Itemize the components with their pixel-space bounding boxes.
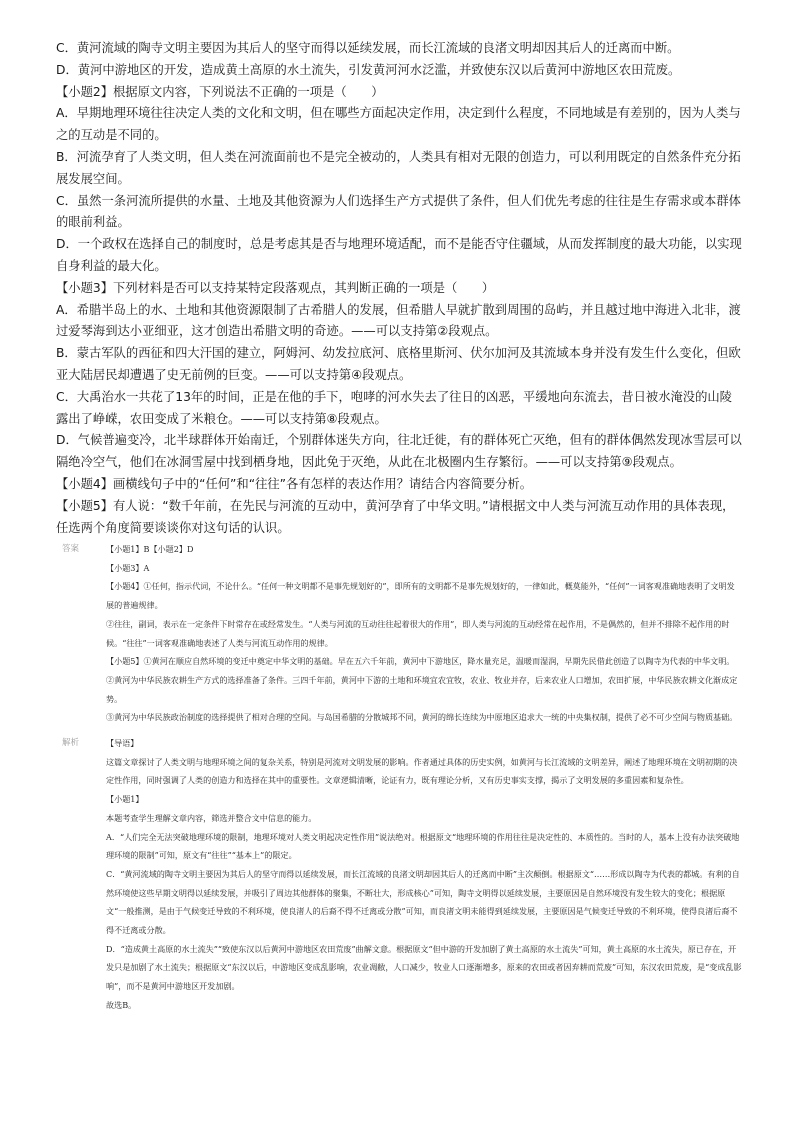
answer-line: 【小题4】①任何，指示代词，不论什么。“任何一种文明都不是事先规划好的”，即所有的文明都不是事先规划好的，一律如此，概莫能外，“任何”一词客观准确地表明了文明发展的普遍规律。 <box>106 581 735 611</box>
answer-analysis-section <box>62 540 742 1015</box>
question-line: D．黄河中游地区的开发，造成黄土高原的水土流失，引发黄河河水泛滥，并致使东汉以后黄河中游地区农田荒废。 <box>56 62 681 77</box>
question-line: C．虽然一条河流所提供的水量、土地及其他资源为人们选择生产方式提供了条件，但人们优先考虑的往往是生存需求或本群体的眼前利益。 <box>56 193 741 230</box>
question-line: A．希腊半岛上的水、土地和其他资源限制了古希腊人的发展，但希腊人早就扩散到周围的岛屿，并且越过地中海进入北非，渡过爱琴海到达小亚细亚，这才创造出希腊文明的奇迹。——可以支持第②段观点。 <box>56 302 741 339</box>
analysis-block <box>62 734 742 1015</box>
answer-line: ②往往，副词，表示在一定条件下时常存在或经常发生。“人类与河流的互动往往起着很大的作用”，即人类与河流的互动经常在起作用，不是偶然的，但并不排除不起作用的时候。“往往”一词客观准确地表述了人类与河流互动作用的规律。 <box>106 618 730 648</box>
question-line: A．早期地理环境往往决定人类的文化和文明，但在哪些方面起决定作用，决定到什么程度，不同地域是有差别的，因为人类与之的互动是不同的。 <box>56 106 741 143</box>
analysis-line: 本题考查学生理解文章内容，筛选并整合文中信息的能力。 <box>106 812 317 823</box>
question-line: D．一个政权在选择自己的制度时，总是考虑其是否与地理环境适配，而不是能否守住疆域，从而发挥制度的最大功能，以实现自身利益的最大化。 <box>56 237 742 273</box>
answer-line: 【小题3】A <box>106 562 150 573</box>
analysis-label: 解析 <box>62 738 80 749</box>
answer-line: ②黄河为中华民族农耕生产方式的选择准备了条件。三四千年前，黄河中下游的土地和环境宜农宜牧，农业、牧业并存，后来农业人口增加，农田扩展，中华民族农耕文化渐成定势。 <box>106 674 738 704</box>
analysis-line: D．“造成黄土高原的水土流失”“致使东汉以后黄河中游地区农田荒废”曲解文意。根据原文“但中游的开发加剧了黄土高原的水土流失”可知，黄土高原的水土流失，原已存在，开发只是加剧了水土流失；根据原文“东汉以后，中游地区变成乱影响，农业凋敝，人口减少，牧业人口逐渐增多，原来的农田或者因弃耕而荒废”可知，东汉农田荒废，是“变成乱影响”，而不是黄河中游地区开发加剧。 <box>106 943 742 992</box>
question-line: B．河流孕育了人类文明，但人类在河流面前也不是完全被动的，人类具有相对无限的创造力，可以利用既定的自然条件充分拓展发展空间。 <box>56 149 741 186</box>
analysis-line: C．“黄河流域的陶寺文明主要因为其后人的坚守而得以延续发展，而长江流域的良渚文明却因其后人的迁离而中断”主次颠倒。根据原文“……形成以陶寺为代表的都城。有利的自然环境使这些早期文明得以延续发展，并吸引了周边其他群体的聚集，不断壮大，形成核心”可知，陶寺文明得以延续发展，主要原因是自然环境没有发生较大的变化；根据原文“一般推测，是由于气候变迁导致的不利环境，使良渚人的后裔不得不迁离或分散”可知，而良渚文明未能得到延续发展，主要原因是气候变迁导致的不利环境，使得良渚后裔不得不迁离或分散。 <box>106 868 740 936</box>
question-line: 【小题5】有人说：“数千年前，在先民与河流的互动中，黄河孕育了中华文明。”请根据文中人类与河流互动作用的具体表现，任选两个角度简要谈谈你对这句话的认识。 <box>56 498 735 535</box>
answer-line: ③黄河为中华民族政治制度的选择提供了相对合理的空间。与岛国希腊的分散城邦不同，黄河的绵长连续为中原地区追求大一统的中央集权制，提供了必不可少空间与物质基础。 <box>106 712 738 723</box>
analysis-line: A．“人们完全无法突破地理环境的限制，地理环境对人类文明起决定性作用”说法绝对。根据原文“地理环境的作用往往是决定性的、本质性的。当时的人，基本上没有办法突破地理环境的限制”可知，原文有“往往”“基本上”的限定。 <box>106 831 740 861</box>
question-line: 【小题2】根据原文内容，下列说法不正确的一项是（ ） <box>56 84 384 99</box>
question-line: 【小题4】画横线句子中的“任何”和“往往”各有怎样的表达作用？请结合内容简要分析。 <box>56 476 532 491</box>
question-line: C．黄河流域的陶寺文明主要因为其后人的坚守而得以延续发展，而长江流域的良渚文明却因其后人的迁离而中断。 <box>56 41 680 55</box>
question-line: B．蒙古军队的西征和四大汗国的建立，阿姆河、幼发拉底河、底格里斯河、伏尔加河及其流域本身并没有发生什么变化，但欧亚大陆居民却遭遇了史无前例的巨变。——可以支持第④段观点。 <box>56 346 741 382</box>
question-line: D．气候普遍变冷，北半球群体开始南迁，个别群体迷失方向，往北迁徙，有的群体死亡灭绝，但有的群体偶然发现冰雪层可以隔绝冷空气，他们在冰洞雪屋中找到栖身地，因此免于灭绝，从此在北极圈内生存繁衍。——可以支持第⑨段观点。 <box>56 433 742 470</box>
answer-line: 【小题1】B【小题2】D <box>106 544 194 554</box>
analysis-line: 【小题1】 <box>106 794 144 805</box>
answer-label: 答案 <box>62 544 80 554</box>
answer-line: 【小题5】①黄河在顺应自然环境的变迁中奠定中华文明的基础。早在五六千年前，黄河中下游地区，降水量充足，温暖而湿润，早期先民借此创造了以陶寺为代表的中华文明。 <box>106 656 735 667</box>
answer-block <box>62 540 742 727</box>
question-line: C．大禹治水一共花了13年的时间，正是在他的手下，咆哮的河水失去了往日的凶恶，平缓地向东流去，昔日被水淹没的山陵露出了峥嵘，农田变成了米粮仓。——可以支持第⑧段观点。 <box>56 389 732 426</box>
analysis-line: 故选B。 <box>106 999 137 1010</box>
analysis-line: 【导语】 <box>106 738 139 749</box>
question-section <box>56 38 742 539</box>
analysis-line: 这篇文章探讨了人类文明与地理环境之间的复杂关系，特别是河流对文明发展的影响。作者通过具体的历史实例，如黄河与长江流域的文明差异，阐述了地理环境在文明初期的决定性作用，同时强调了人类的创造力和选择在其中的重要性。文章逻辑清晰，论证有力，既有理论分析，又有历史事实支撑，揭示了文明发展的多重因素和复杂性。 <box>106 756 738 786</box>
question-line: 【小题3】下列材料是否可以支持某特定段落观点，其判断正确的一项是（ ） <box>56 280 495 295</box>
